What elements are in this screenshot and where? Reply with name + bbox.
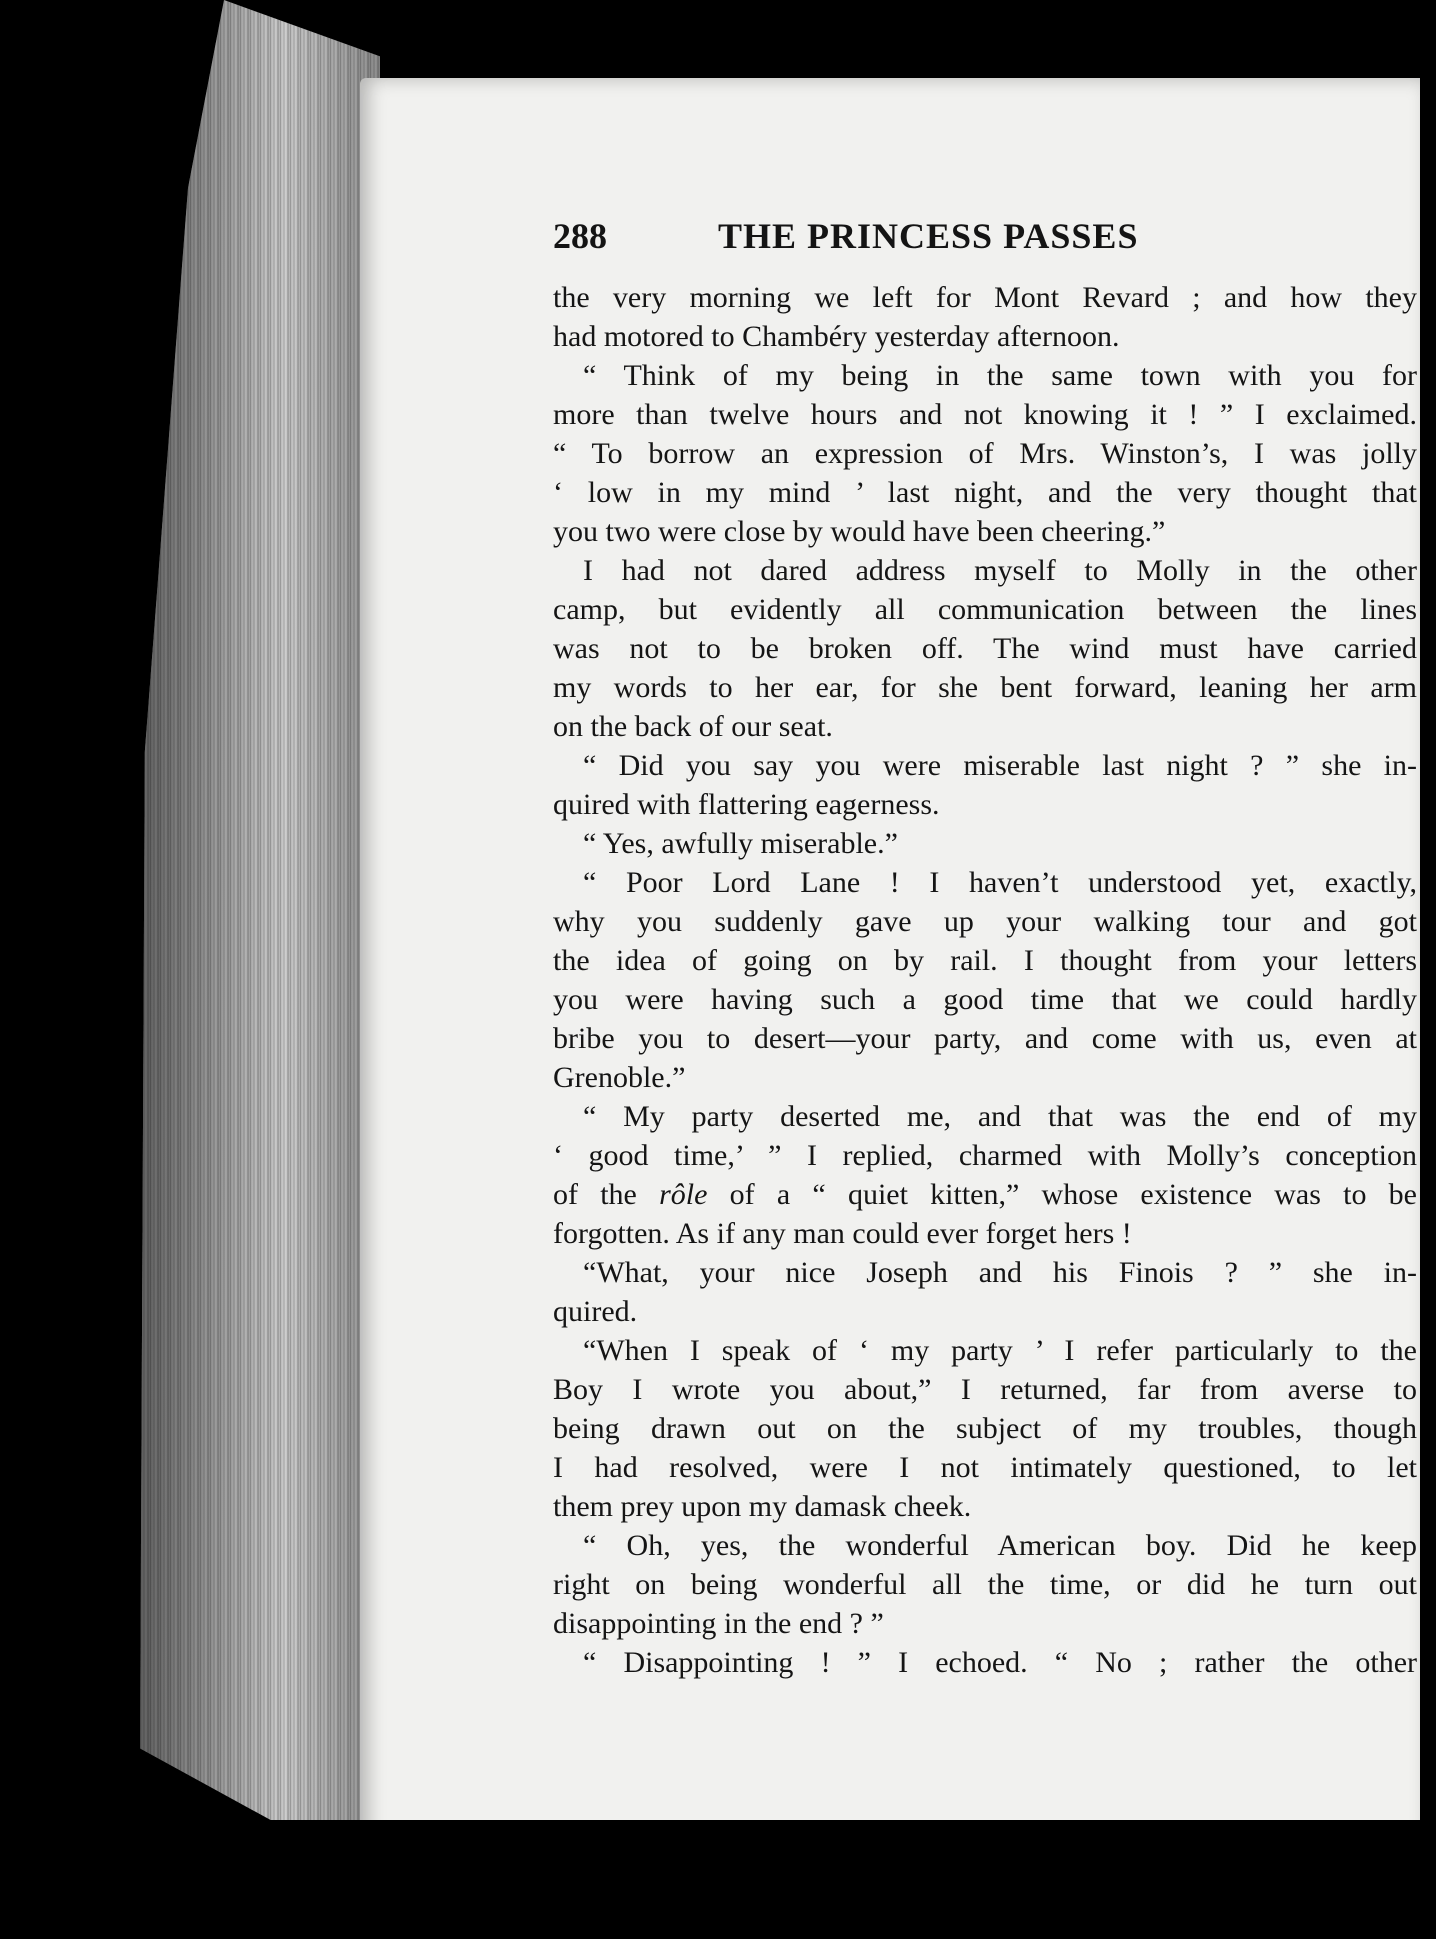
page-number: 288 (553, 216, 607, 256)
text-line: the very morning we left for Mont Revard ; and how they (553, 281, 1417, 314)
text-line: you two were close by would have been cheering.” (553, 515, 1166, 548)
text-line: disappointing in the end ? ” (553, 1607, 884, 1640)
text-line: right on being wonderful all the time, or did he turn out (553, 1568, 1417, 1601)
text-line: more than twelve hours and not knowing it ! ” I exclaimed. (553, 398, 1417, 431)
text-line: “ Disappointing ! ” I echoed. “ No ; rather the other (583, 1646, 1417, 1679)
text-line: had motored to Chambéry yesterday afternoon. (553, 320, 1120, 353)
text-line: ‘ low in my mind ’ last night, and the very thought that (553, 476, 1417, 509)
text-line: “ Oh, yes, the wonderful American boy. Did he keep (583, 1529, 1417, 1562)
text-line: Boy I wrote you about,” I returned, far from averse to (553, 1373, 1417, 1406)
text-line: forgotten. As if any man could ever forget hers ! (553, 1217, 1132, 1250)
text-line: camp, but evidently all communication between the lines (553, 593, 1417, 626)
running-title: THE PRINCESS PASSES (718, 216, 1139, 256)
text-line: “What, your nice Joseph and his Finois ? ” she in- (583, 1256, 1417, 1289)
text-line: “ Think of my being in the same town with you for (583, 359, 1417, 392)
text-line: I had not dared address myself to Molly in the other (583, 554, 1417, 587)
text-line: why you suddenly gave up your walking tour and got (553, 905, 1417, 938)
text-line: you were having such a good time that we could hardly (553, 983, 1417, 1016)
text-line: was not to be broken off. The wind must have carried (553, 632, 1417, 665)
text-line: I had resolved, were I not intimately questioned, to let (553, 1451, 1417, 1484)
text-line: bribe you to desert—your party, and come with us, even at (553, 1022, 1417, 1055)
text-line: “ Poor Lord Lane ! I haven’t understood yet, exactly, (583, 866, 1417, 899)
text-line: quired. (553, 1295, 638, 1328)
text-line: “ My party deserted me, and that was the end of my (583, 1100, 1417, 1133)
text-line: quired with flattering eagerness. (553, 788, 940, 821)
body-text (553, 278, 1417, 1682)
text-line: on the back of our seat. (553, 710, 833, 743)
text-line: ‘ good time,’ ” I replied, charmed with Molly’s conception (553, 1139, 1417, 1172)
text-line: of the rôle of a “ quiet kitten,” whose existence was to be (553, 1178, 1417, 1211)
text-line: being drawn out on the subject of my troubles, though (553, 1412, 1417, 1445)
text-line: the idea of going on by rail. I thought from your letters (553, 944, 1417, 977)
running-head (553, 215, 1253, 263)
text-line: “ Did you say you were miserable last night ? ” she in- (583, 749, 1417, 782)
page-edges-shadow (140, 0, 380, 1880)
text-line: “When I speak of ‘ my party ’ I refer particularly to the (583, 1334, 1417, 1367)
text-line: my words to her ear, for she bent forward, leaning her arm (553, 671, 1417, 704)
bottom-shadow (150, 1820, 1436, 1939)
text-line: them prey upon my damask cheek. (553, 1490, 972, 1523)
text-line: “ Yes, awfully miserable.” (583, 827, 898, 860)
text-line: “ To borrow an expression of Mrs. Winston’s, I was jolly (553, 437, 1417, 470)
text-line: Grenoble.” (553, 1061, 686, 1094)
